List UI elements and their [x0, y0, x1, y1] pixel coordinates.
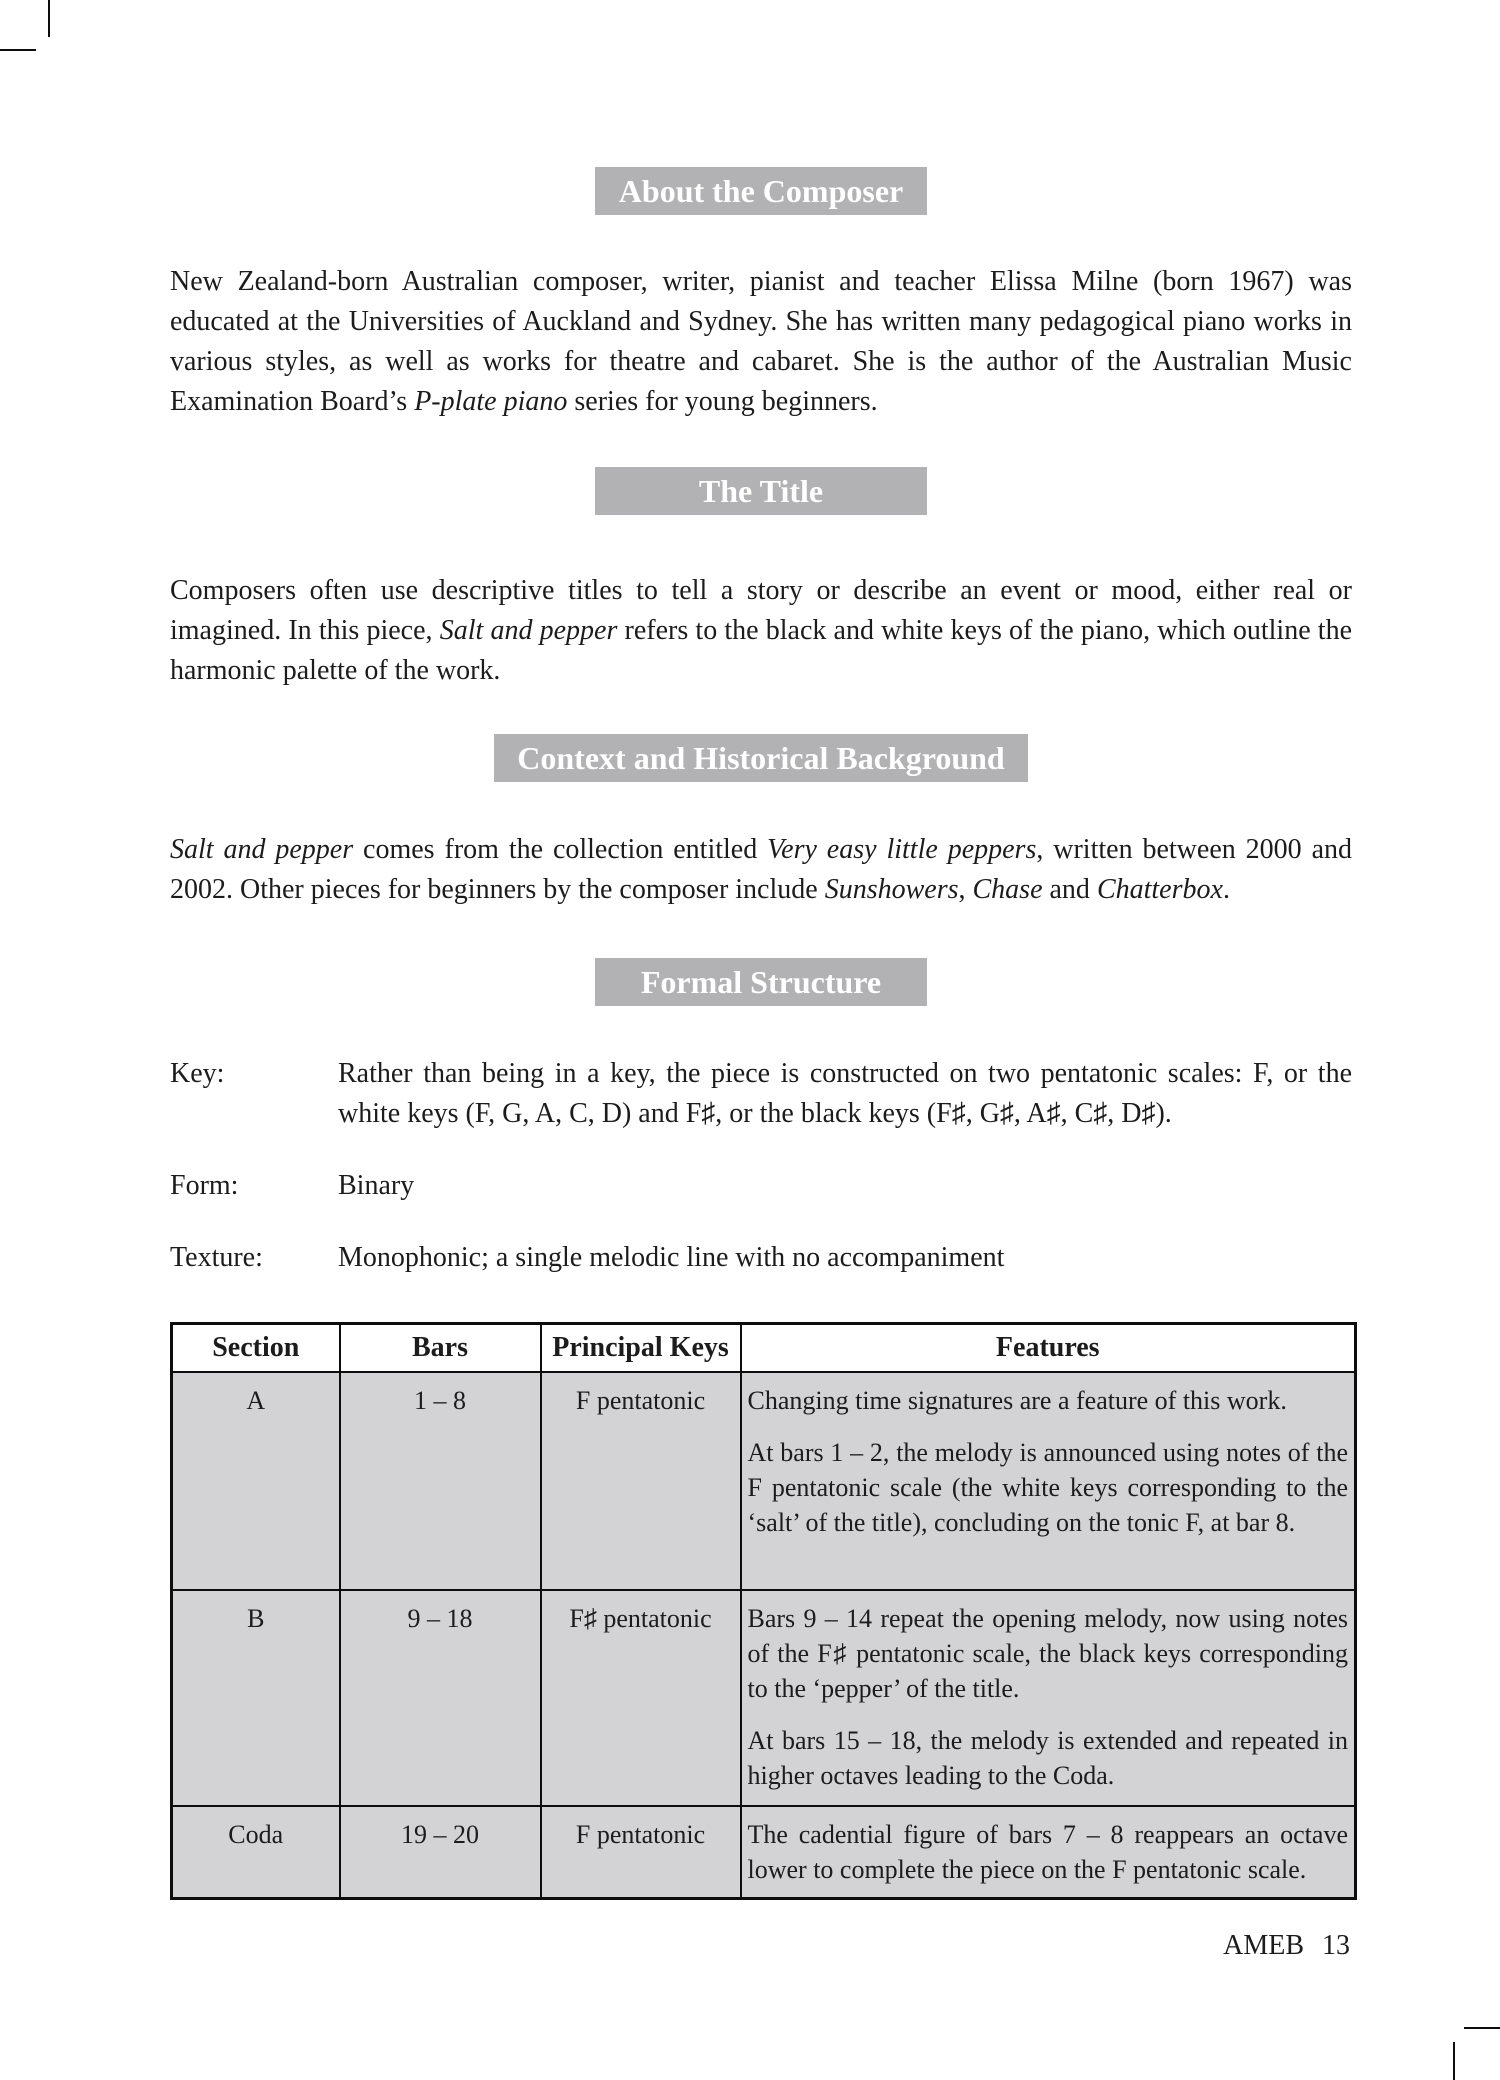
texture-label: Texture: — [170, 1242, 263, 1273]
formal-structure-table — [170, 1322, 1357, 1900]
feature-paragraph: The cadential figure of bars 7 – 8 reappears an octave lower to complete the piece on the F pentatonic scale. — [747, 1820, 1348, 1884]
page-number: 13 — [1322, 1930, 1350, 1961]
page-footer — [1223, 1926, 1350, 1966]
formal-attribute-key — [170, 1054, 1352, 1134]
column-header-section: Section — [172, 1324, 340, 1373]
formal-attribute-texture — [170, 1238, 1352, 1278]
about-composer-paragraph: New Zealand-born Australian composer, writer, pianist and teacher Elissa Milne (born 1967) was educated at the Universities of Auckland and Sydney. She has written many pedagogical piano works in various styles, as well as works for theatre and cabaret. She is the author of the Australian Music Examination Board’s P-plate piano series for young beginners. — [170, 266, 1352, 417]
column-header-bars: Bars — [340, 1324, 541, 1373]
table-row-section-b — [172, 1590, 1356, 1806]
table-header-row — [172, 1324, 1356, 1373]
crop-mark-bottom-right-horizontal — [1464, 2027, 1500, 2029]
cell-principal-keys: F pentatonic — [541, 1372, 741, 1590]
section-heading-about-the-composer: About the Composer — [595, 167, 927, 215]
cell-principal-keys: F pentatonic — [541, 1806, 741, 1899]
crop-mark-bottom-right-vertical — [1453, 2042, 1455, 2080]
section-heading-formal-structure: Formal Structure — [595, 958, 927, 1006]
title-paragraph: Composers often use descriptive titles to tell a story or describe an event or mood, either real or imagined. In this piece, Salt and pepper refers to the black and white keys of the piano, which outline the harmonic palette of the work. — [170, 575, 1352, 686]
cell-bars: 9 – 18 — [340, 1590, 541, 1806]
column-header-features: Features — [741, 1324, 1356, 1373]
section-heading-the-title: The Title — [595, 467, 927, 515]
publisher-name: AMEB — [1223, 1930, 1304, 1961]
crop-mark-top-left-horizontal — [0, 49, 36, 51]
key-value: Rather than being in a key, the piece is constructed on two pentatonic scales: F, or the white keys (F, G, A, C, D) and F♯, or the black keys (F♯, G♯, A♯, C♯, D♯). — [338, 1058, 1352, 1129]
cell-section: B — [172, 1590, 340, 1806]
key-label: Key: — [170, 1058, 225, 1089]
cell-features — [741, 1372, 1356, 1590]
feature-paragraph: Changing time signatures are a feature of this work. — [747, 1386, 1287, 1415]
cell-principal-keys: F♯ pentatonic — [541, 1590, 741, 1806]
section-heading-context-historical-background: Context and Historical Background — [494, 734, 1028, 782]
cell-section: A — [172, 1372, 340, 1590]
form-label: Form: — [170, 1170, 239, 1201]
column-header-principal-keys: Principal Keys — [541, 1324, 741, 1373]
feature-paragraph: At bars 15 – 18, the melody is extended and repeated in higher octaves leading to the Coda. — [747, 1726, 1348, 1790]
cell-features — [741, 1806, 1356, 1899]
feature-paragraph: At bars 1 – 2, the melody is announced using notes of the F pentatonic scale (the white keys corresponding to the ‘salt’ of the title), concluding on the tonic F, at bar 8. — [747, 1438, 1348, 1537]
table-row-coda — [172, 1806, 1356, 1899]
texture-value: Monophonic; a single melodic line with no accompaniment — [338, 1242, 1005, 1273]
cell-section: Coda — [172, 1806, 340, 1899]
cell-features — [741, 1590, 1356, 1806]
formal-attribute-form — [170, 1166, 1352, 1206]
table-row-section-a — [172, 1372, 1356, 1590]
cell-bars: 1 – 8 — [340, 1372, 541, 1590]
form-value: Binary — [338, 1170, 415, 1201]
crop-mark-top-left-vertical — [48, 0, 50, 37]
cell-bars: 19 – 20 — [340, 1806, 541, 1899]
feature-paragraph: Bars 9 – 14 repeat the opening melody, now using notes of the F♯ pentatonic scale, the black keys corresponding to the ‘pepper’ of the title. — [747, 1604, 1348, 1703]
context-paragraph: Salt and pepper comes from the collection entitled Very easy little peppers, written between 2000 and 2002. Other pieces for beginners by the composer include Sunshowers, Chase and Chatterbox. — [170, 834, 1352, 905]
